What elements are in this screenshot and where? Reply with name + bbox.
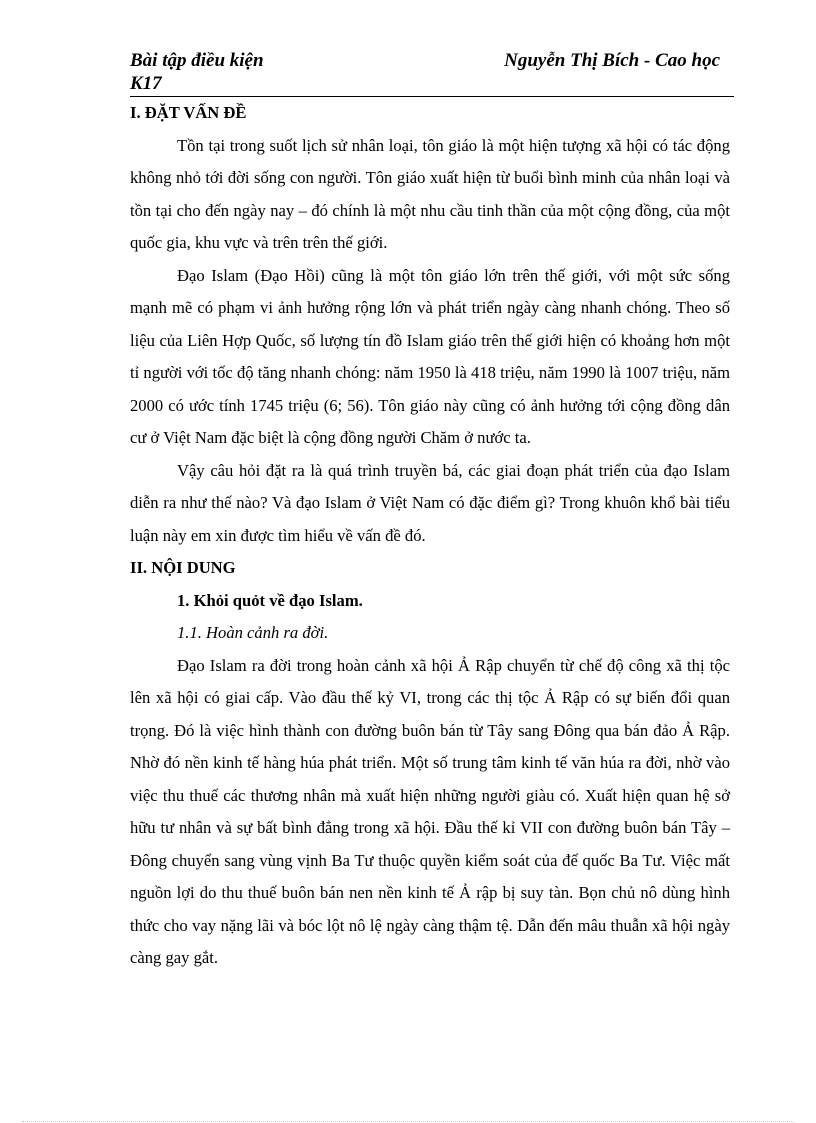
subsubsection-heading: 1.1. Hoàn cảnh ra đời. — [177, 623, 329, 642]
section-heading-2: II. NỘI DUNG — [130, 558, 236, 577]
header-author: Nguyễn Thị Bích - Cao học — [504, 50, 720, 71]
header-course-title: Bài tập điều kiện — [130, 50, 264, 71]
document-body — [130, 97, 730, 975]
paragraph: Đạo Islam ra đời trong hoàn cảnh xã hội Ả Rập chuyển từ chế độ công xã thị tộc lên xã hội có giai cấp. Vào đầu thế kỷ VI, trong các thị tộc Ả Rập có sự biến đổi quan trọng. Đó là việc hình thành con đường buôn bán từ Tây sang Đông qua bán đảo Ả Rập. Nhờ đó nền kinh tế hàng húa phát triển. Một số trung tâm kinh tế văn húa ra đời, nhờ vào việc thu thuế các thương nhân mà xuất hiện những người giàu có. Xuất hiện quan hệ sở hữu tư nhân và sự bất bình đẳng trong xã hội. Đầu thế kỉ VII con đường buôn bán Tây – Đông chuyển sang vùng vịnh Ba Tư thuộc quyền kiểm soát của đế quốc Ba Tư. Việc mất nguồn lợi do thu thuế buôn bán nen nền kinh tế Ả rập bị suy tàn. Bọn chủ nô dùng hình thức cho vay nặng lãi và bóc lột nô lệ ngày càng thậm tệ. Dẫn đến mâu thuẫn xã hội ngày càng gay gắt. — [130, 655, 730, 967]
paragraph: Tồn tại trong suốt lịch sử nhân loại, tôn giáo là một hiện tượng xã hội có tác động không nhỏ tới đời sống con người. Tôn giáo xuất hiện từ buổi bình minh của nhân loại và tồn tại cho đến ngày nay – đó chính là một nhu cầu tinh thần của một cộng đồng, của một quốc gia, khu vực và trên trên thế giới. — [130, 135, 730, 252]
page-bottom-border — [22, 1121, 794, 1122]
paragraph: Vậy câu hỏi đặt ra là quá trình truyền bá, các giai đoạn phát triển của đạo Islam diễn ra như thế nào? Và đạo Islam ở Việt Nam có đặc điểm gì? Trong khuôn khổ bài tiểu luận này em xin được tìm hiểu về vấn đề đó. — [130, 460, 730, 545]
header-course-code: K17 — [130, 73, 162, 94]
subsection-heading: 1. Khỏi quỏt về đạo Islam. — [177, 590, 363, 610]
paragraph: Đạo Islam (Đạo Hồi) cũng là một tôn giáo lớn trên thế giới, với một sức sống mạnh mẽ có phạm vi ảnh hưởng rộng lớn và phát triển ngày càng nhanh chóng. Theo số liệu của Liên Hợp Quốc, số lượng tín đồ Islam giáo trên thế giới hiện có khoảng hơn một tỉ người với tốc độ tăng nhanh chóng: năm 1950 là 418 triệu, năm 1990 là 1007 triệu, năm 2000 có ước tính 1745 triệu (6; 56). Tôn giáo này cũng có ảnh hưởng tới cộng đồng dân cư ở Việt Nam đặc biệt là cộng đồng người Chăm ở nước ta. — [130, 265, 730, 447]
section-heading-1: I. ĐẶT VẤN ĐỀ — [130, 103, 247, 122]
